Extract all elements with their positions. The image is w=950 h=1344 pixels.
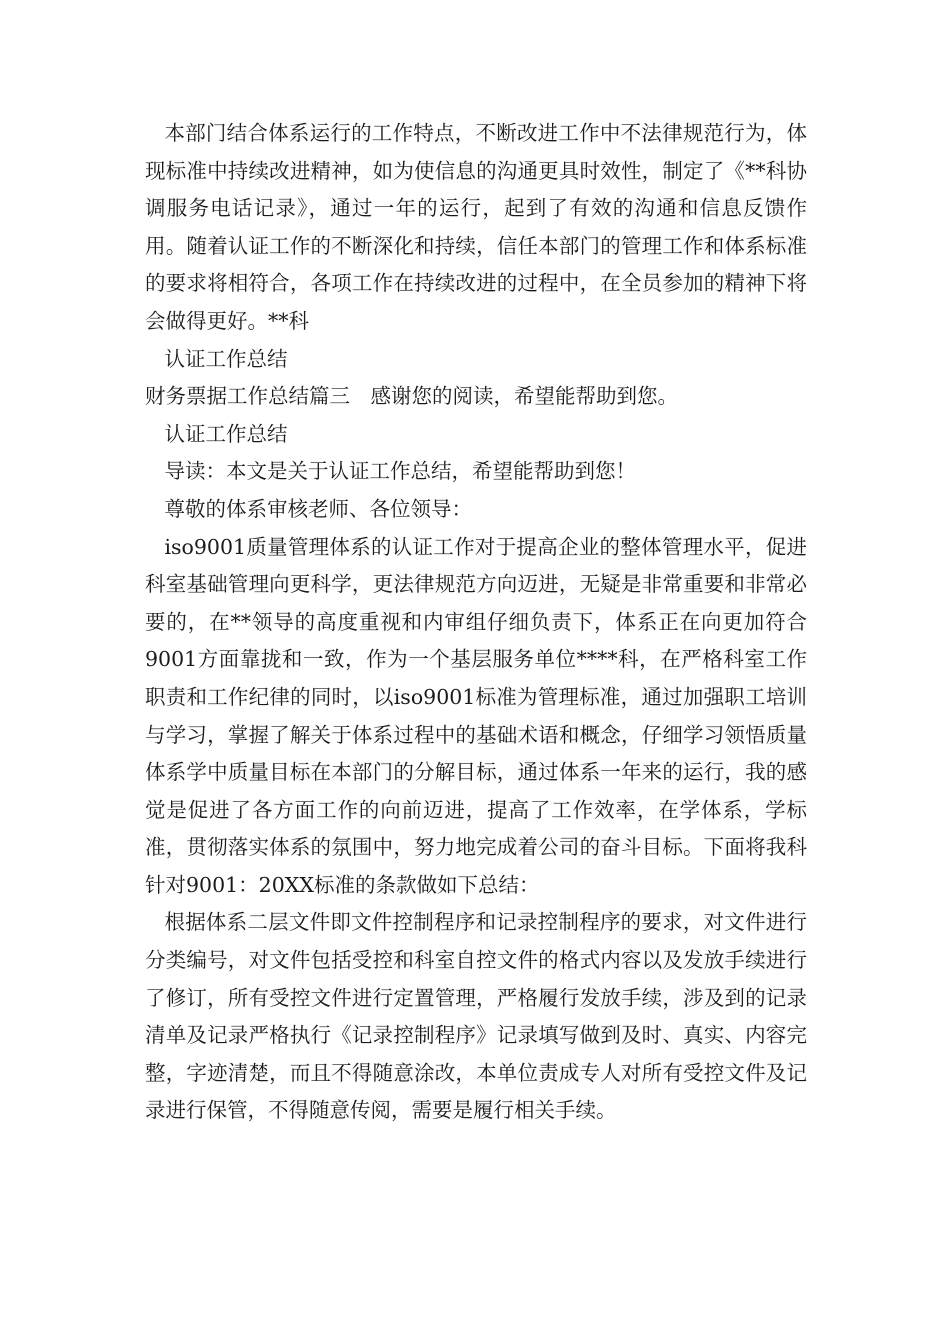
paragraph-heading-certification-summary-2: 认证工作总结 bbox=[164, 421, 288, 446]
paragraph-iso9001-overview: iso9001质量管理体系的认证工作对于提高企业的整体管理水平，促进科室基础管理向更科学，更法律规范方向迈进，无疑是非常重要和非常必要的，在**领导的高度重视和内审组仔细负责下，体系正在向更加符合9001方面靠拢和一致，作为一个基层服务单位****科，在严格科室工作职责和工作纪律的同时，以iso9001标准为管理标准，通过加强职工培训与学习，掌握了解关于体系过程中的基础术语和概念，仔细学习领悟质量体系学中质量目标在本部门的分解目标，通过体系一年来的运行，我的感觉是促进了各方面工作的向前迈进，提高了工作效率，在学体系，学标准，贯彻落实体系的氛围中，努力地完成着公司的奋斗目标。下面将我科针对9001：20XX标准的条款做如下总结： bbox=[145, 534, 807, 897]
paragraph-continuous-improvement: 本部门结合体系运行的工作特点，不断改进工作中不法律规范行为，体现标准中持续改进精神，如为使信息的沟通更具时效性，制定了《**科协调服务电话记录》，通过一年的运行，起到了有效的沟通和信息反馈作用。随着认证工作的不断深化和持续，信任本部门的管理工作和体系标准的要求将相符合，各项工作在持续改进的过程中，在全员参加的精神下将会做得更好。**科 bbox=[145, 121, 807, 333]
paragraph-section-title: 财务票据工作总结篇三 感谢您的阅读，希望能帮助到您。 bbox=[145, 384, 678, 409]
paragraph-intro-note: 导读：本文是关于认证工作总结，希望能帮助到您！ bbox=[164, 459, 636, 484]
paragraph-heading-certification-summary: 认证工作总结 bbox=[164, 346, 288, 371]
document-body bbox=[145, 115, 807, 1130]
paragraph-salutation: 尊敬的体系审核老师、各位领导： bbox=[164, 496, 472, 521]
paragraph-document-control: 根据体系二层文件即文件控制程序和记录控制程序的要求，对文件进行分类编号，对文件包括受控和科室自控文件的格式内容以及发放手续进行了修订，所有受控文件进行定置管理，严格履行发放手续，涉及到的记录清单及记录严格执行《记录控制程序》记录填写做到及时、真实、内容完整，字迹清楚，而且不得随意涂改，本单位责成专人对所有受控文件及记录进行保管，不得随意传阅，需要是履行相关手续。 bbox=[145, 910, 807, 1123]
